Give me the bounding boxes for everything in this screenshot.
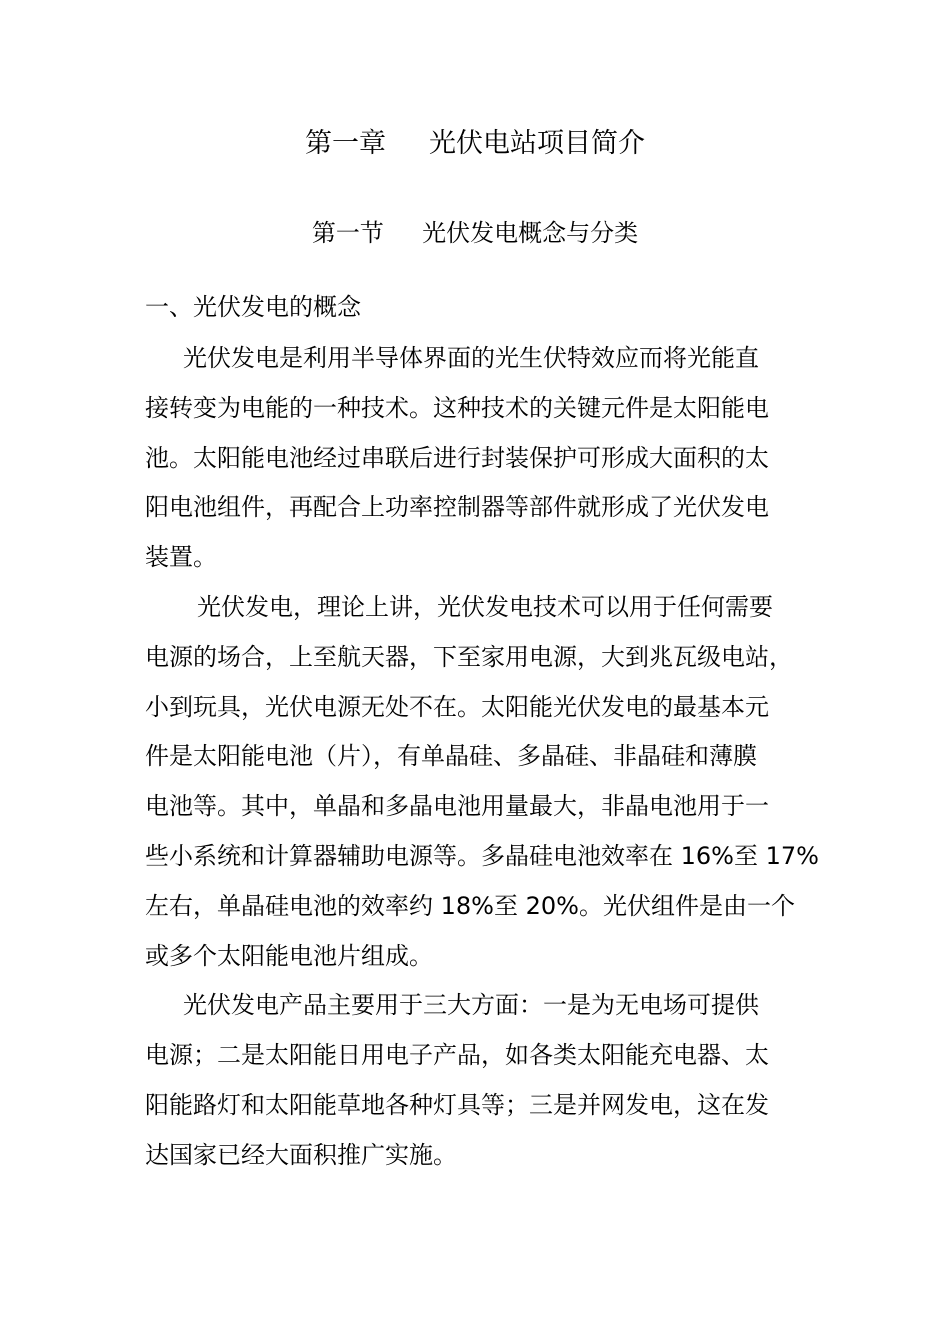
text-line: 阳能路灯和太阳能草地各种灯具等；三是并网发电，这在发	[145, 1090, 769, 1119]
text-line: 左右，单晶硅电池的效率约 18%至 20%。光伏组件是由一个	[145, 891, 795, 920]
text-line: 光伏发电，理论上讲，光伏发电技术可以用于任何需要	[197, 592, 773, 621]
body-text	[145, 334, 819, 1181]
text-line: 光伏发电产品主要用于三大方面：一是为无电场可提供	[183, 991, 759, 1020]
text-line: 达国家已经大面积推广实施。	[145, 1140, 457, 1169]
text-line: 电源；二是太阳能日用电子产品，如各类太阳能充电器、太	[145, 1041, 769, 1070]
text-line: 接转变为电能的一种技术。这种技术的关键元件是太阳能电	[145, 393, 769, 422]
text-line: 阳电池组件，再配合上功率控制器等部件就形成了光伏发电	[145, 493, 769, 522]
subheading: 一、光伏发电的概念	[145, 293, 361, 321]
text-line: 小到玩具，光伏电源无处不在。太阳能光伏发电的最基本元	[145, 692, 769, 721]
text-line: 些小系统和计算器辅助电源等。多晶硅电池效率在 16%至 17%	[145, 841, 819, 870]
chapter-title: 第一章 光伏电站项目简介	[305, 128, 645, 159]
text-line: 电源的场合，上至航天器，下至家用电源，大到兆瓦级电站，	[145, 642, 793, 671]
section-title: 第一节 光伏发电概念与分类	[311, 219, 639, 247]
text-line: 件是太阳能电池（片），有单晶硅、多晶硅、非晶硅和薄膜	[145, 742, 757, 771]
text-line: 装置。	[145, 543, 217, 572]
text-line: 电池等。其中，单晶和多晶电池用量最大，非晶电池用于一	[145, 792, 769, 821]
text-line: 或多个太阳能电池片组成。	[145, 941, 433, 970]
text-line: 池。太阳能电池经过串联后进行封装保护可形成大面积的太	[145, 443, 769, 472]
text-line: 光伏发电是利用半导体界面的光生伏特效应而将光能直	[183, 344, 759, 372]
